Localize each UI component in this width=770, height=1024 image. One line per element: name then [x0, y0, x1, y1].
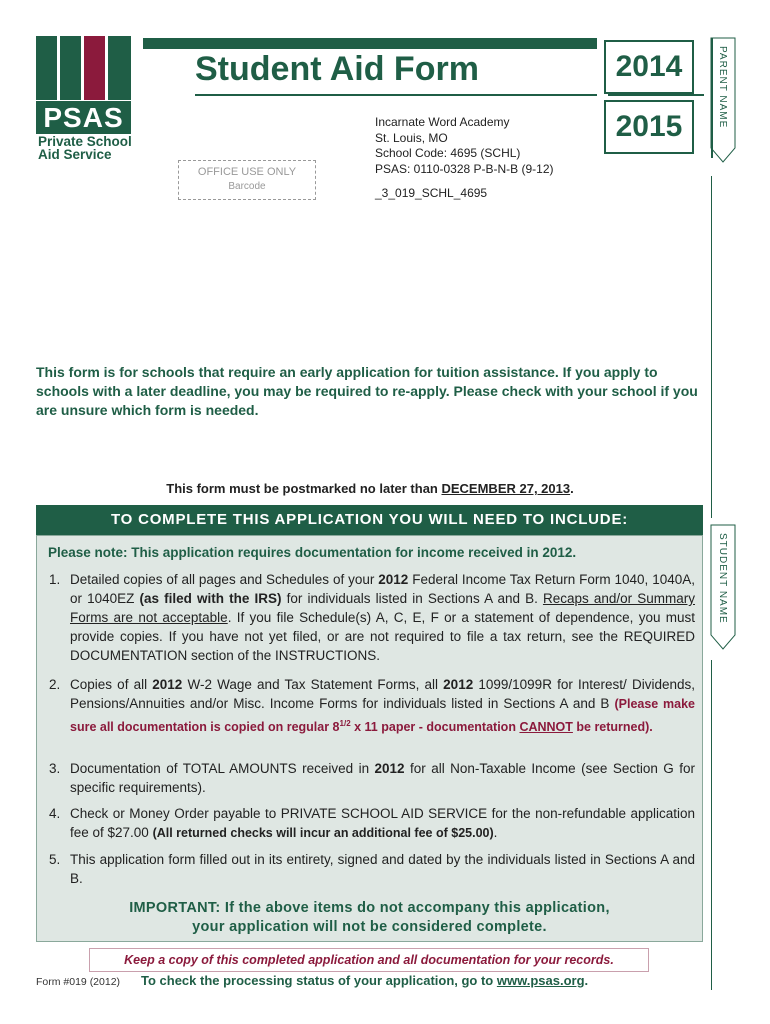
item-year: 2012: [152, 677, 183, 692]
item-text: 1099/1099R for Interest/ Dividends, Pensions/Annuities and/or Misc. Income Forms for individuals listed in Sections A and B: [70, 677, 695, 711]
student-name-label: STUDENT NAME: [717, 533, 728, 624]
logo-line2: Aid Service: [38, 147, 112, 162]
item-fraction: 1/2: [339, 719, 351, 728]
item-number: 3.: [49, 761, 61, 776]
intro-paragraph: This form is for schools that require an early application for tuition assistance. If you apply to schools with a later deadline, you may be required to re-apply. Please check with your school if you are unsure which form is needed.: [36, 364, 698, 418]
item-number: 5.: [49, 852, 61, 867]
office-use-box: [178, 160, 316, 200]
requirement-item-2: [49, 675, 695, 737]
parent-name-label: PARENT NAME: [717, 46, 728, 129]
year-end: 2015: [604, 100, 694, 154]
logo-stripe: [84, 36, 105, 100]
item-text: Documentation of TOTAL AMOUNTS received in: [70, 761, 375, 776]
postmark-end: .: [570, 481, 574, 496]
documentation-note: Please note: This application requires documentation for income received in 2012.: [48, 545, 577, 560]
logo-stripe: [108, 36, 131, 100]
header-rule: [195, 94, 597, 96]
item-text: .: [493, 825, 498, 840]
item-text: Check or Money Order payable to PRIVATE SCHOOL AID SERVICE for the non-refundable application fee of $27.00: [70, 806, 695, 840]
postmark-date: DECEMBER 27, 2013: [441, 481, 571, 496]
school-info: [375, 115, 554, 202]
header-bar-top: [143, 38, 597, 49]
logo-letters: PSAS: [36, 101, 131, 134]
item-text: Copies of all: [70, 677, 153, 692]
logo-stripe: [60, 36, 81, 100]
item-year: 2012: [443, 677, 474, 692]
form-number: Form #019 (2012): [36, 976, 121, 988]
psas-website-link[interactable]: www.psas.org: [496, 973, 585, 988]
status-notice: [141, 973, 588, 988]
form-title: Student Aid Form: [195, 50, 479, 88]
logo-stripe: [36, 36, 57, 100]
item-warning-emphasis: CANNOT: [519, 720, 573, 735]
item-text: for individuals listed in Sections A and B.: [281, 591, 543, 606]
psas-code: PSAS: 0110-0328 P-B-N-B (9-12): [375, 161, 554, 176]
barcode-label: Barcode: [228, 181, 266, 192]
reference-code: _3_019_SCHL_4695: [375, 186, 488, 200]
header-rule-right: [608, 94, 704, 96]
item-text: This application form filled out in its entirety, signed and dated by the individuals listed in Sections A and B.: [70, 852, 695, 886]
item-warning: (Please make sure all documentation is copied on regular 8: [70, 697, 695, 735]
office-use-label: OFFICE USE ONLY: [197, 166, 297, 178]
item-emphasis: (All returned checks will incur an additional fee of $25.00): [152, 826, 494, 840]
requirement-item-1: [49, 570, 695, 665]
item-number: 2.: [49, 677, 61, 692]
item-text: Detailed copies of all pages and Schedules of your: [70, 572, 379, 587]
important-line-2: your application will not be considered complete.: [192, 919, 547, 935]
keep-copy-notice: Keep a copy of this completed application and all documentation for your records.: [89, 948, 649, 972]
important-line-1: IMPORTANT: If the above items do not accompany this application,: [129, 900, 610, 916]
postmark-text: This form must be postmarked no later than: [166, 481, 442, 496]
item-year: 2012: [374, 761, 405, 776]
item-number: 1.: [49, 572, 61, 587]
item-text: for all Non-Taxable Income (see Section G for specific requirements).: [70, 761, 695, 795]
item-number: 4.: [49, 806, 61, 821]
item-warning: be returned).: [572, 720, 653, 735]
requirement-item-4: [49, 804, 695, 843]
logo-line1: Private School: [38, 134, 132, 149]
school-city: St. Louis, MO: [375, 130, 448, 145]
status-end: .: [584, 973, 589, 988]
item-text: W-2 Wage and Tax Statement Forms, all: [182, 677, 444, 692]
school-code: School Code: 4695 (SCHL): [375, 146, 521, 160]
requirement-item-3: [49, 759, 695, 797]
status-text: To check the processing status of your application, go to: [141, 973, 497, 988]
psas-logo: [36, 36, 131, 160]
postmark-notice: [0, 481, 740, 496]
requirements-panel: [36, 535, 703, 942]
item-year: 2012: [378, 572, 409, 587]
side-rule-lower: [711, 660, 712, 990]
item-text: Federal Income Tax Return Form 1040, 1040A, or 1040EZ: [70, 572, 695, 606]
side-rule: [711, 176, 712, 518]
item-warning: x 11 paper - documentation: [350, 720, 520, 735]
parent-name-tab: [708, 36, 738, 166]
important-notice: [37, 899, 702, 937]
item-underline: Recaps and/or Summary Forms are not acceptable: [70, 591, 695, 625]
section-header: TO COMPLETE THIS APPLICATION YOU WILL NEED TO INCLUDE:: [36, 505, 703, 535]
student-name-tab: [708, 523, 738, 653]
item-emphasis: (as filed with the IRS): [139, 591, 282, 606]
item-text: . If you file Schedule(s) A, C, E, F or a statement of dependence, you must provide copies. If you have not yet filed, or are not required to file a tax return, see the REQUIRED DOCUMENTATION section of the INSTRUCTIONS.: [70, 610, 696, 663]
year-start: 2014: [604, 40, 694, 94]
school-name: Incarnate Word Academy: [375, 115, 510, 129]
requirement-item-5: [49, 850, 695, 888]
